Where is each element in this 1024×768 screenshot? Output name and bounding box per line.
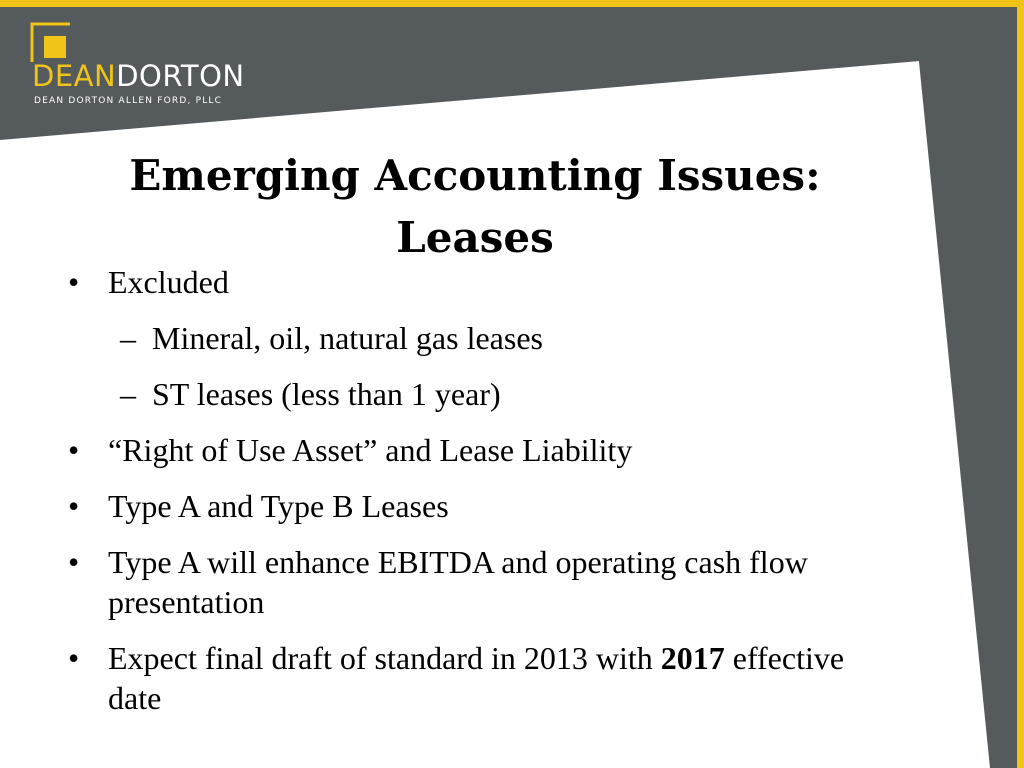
- slide-title-line1: Emerging Accounting Issues:: [129, 151, 821, 200]
- bullet-marker: •: [68, 488, 80, 524]
- bullet-item: [68, 430, 868, 470]
- bullet-item: [68, 542, 868, 622]
- accent-border-top: [0, 0, 1024, 7]
- logo-wordmark: [32, 59, 245, 93]
- sub-bullet-text: Mineral, oil, natural gas leases: [152, 320, 543, 356]
- sub-bullet-item: [68, 374, 868, 414]
- sub-bullet-marker: –: [120, 376, 136, 412]
- bullet-item: [68, 486, 868, 526]
- bullet-text-bold: 2017: [660, 640, 725, 676]
- bullet-item: [68, 638, 868, 718]
- bullet-text: Type A will enhance EBITDA and operating cash flow presentation: [108, 544, 808, 620]
- bullet-marker: •: [68, 264, 80, 300]
- logo-mark-icon: [30, 22, 76, 62]
- sub-bullet-text: ST leases (less than 1 year): [152, 376, 501, 412]
- bullet-text: Excluded: [108, 264, 229, 300]
- bullet-text-after: effective date: [108, 640, 845, 716]
- bullet-marker: •: [68, 432, 80, 468]
- sub-bullet-marker: –: [120, 320, 136, 356]
- bullet-text: Type A and Type B Leases: [108, 488, 449, 524]
- sub-bullet-item: [68, 318, 868, 358]
- logo-subtitle: DEAN DORTON ALLEN FORD, PLLC: [34, 96, 223, 106]
- accent-border-right: [1017, 0, 1024, 768]
- bullet-list: [68, 262, 868, 718]
- slide-title: [90, 145, 860, 269]
- slide-title-line2: Leases: [396, 213, 554, 262]
- company-logo: [26, 22, 286, 112]
- bullet-text: “Right of Use Asset” and Lease Liability: [108, 432, 633, 468]
- bullet-item: [68, 262, 868, 302]
- logo-word-dean: DEAN: [32, 59, 117, 93]
- bullet-marker: •: [68, 640, 80, 676]
- bullet-text-before: Expect final draft of standard in 2013 with: [108, 640, 661, 676]
- logo-word-dorton: DORTON: [116, 59, 245, 93]
- bullet-marker: •: [68, 544, 80, 580]
